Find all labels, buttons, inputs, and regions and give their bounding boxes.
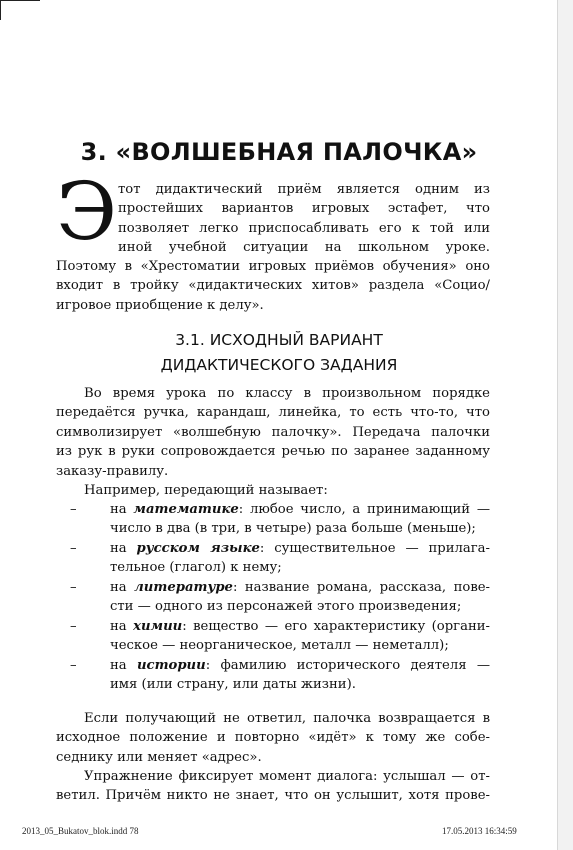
- print-slug-filename: 2013_05_Bukatov_blok.indd 78: [22, 826, 139, 836]
- intro-indented-lines: [118, 180, 490, 258]
- section-heading-line: 3.1. ИСХОДНЫЙ ВАРИАНТ: [175, 331, 383, 349]
- text-line: Если получающий не ответил, палочка возвращается в: [84, 711, 490, 726]
- text-line: Например, передающий называет:: [84, 483, 328, 498]
- section-heading: [0, 328, 558, 378]
- text-line: ветил. Причём никто не знает, что он услышит, хотя прове-: [56, 788, 490, 804]
- paragraph-2: [56, 481, 490, 500]
- text-line: простейших вариантов игровых эстафет, что: [118, 201, 490, 217]
- page-gutter: [557, 0, 573, 850]
- crop-mark: [0, 0, 40, 1]
- chapter-title: 3. «ВОЛШЕБНАЯ ПАЛОЧКА»: [80, 138, 478, 166]
- text-line: Поэтому в «Хрестоматии игровых приёмов обучения» оно: [56, 259, 490, 274]
- text-line: сти — одного из персонажей этого произведения;: [110, 599, 462, 615]
- text-line: число в два (в три, в четыре) раза больше (меньше);: [110, 521, 476, 537]
- text-line: символизирует «волшебную палочку». Передача палочки: [56, 424, 490, 440]
- text-line: тот дидактический приём является одним из: [118, 182, 490, 197]
- crop-mark: [0, 0, 1, 20]
- text-line: позволяет легко приспосабливать его к той или: [118, 220, 490, 236]
- list-item: – на русском языке: существительное — прилага- тельное (глагол) к нему;: [110, 539, 490, 578]
- text-line: седнику или меняет «адрес».: [56, 749, 262, 765]
- text-line: передаётся ручка, карандаш, линейка, то есть что-то, что: [56, 405, 490, 421]
- text-line: тельное (глагол) к нему;: [110, 560, 282, 576]
- text-line: исходное положение и повторно «идёт» к тому же собе-: [56, 730, 490, 746]
- list-item: – на литературе: название романа, рассказа, пове- сти — одного из персонажей этого произведения;: [110, 578, 490, 617]
- text-line: заказу-правилу.: [56, 463, 169, 479]
- text-line: имя (или страну, или даты жизни).: [110, 677, 356, 693]
- paragraph-1: [56, 384, 490, 481]
- intro-paragraph: [56, 257, 490, 315]
- drop-cap: Э: [56, 165, 118, 258]
- print-slug-timestamp: 17.05.2013 16:34:59: [442, 826, 517, 836]
- text-line: входит в тройку «дидактических хитов» раздела «Социо/: [56, 278, 490, 294]
- list-item: – на математике: любое число, а принимающий — число в два (в три, в четыре) раза больше (меньше);: [110, 500, 490, 539]
- list-item: – на химии: вещество — его характеристику (органи- ческое — неорганическое, металл — неметалл);: [110, 617, 490, 656]
- text-line: Упражнение фиксирует момент диалога: услышал — от-: [84, 769, 490, 784]
- text-line: ческое — неорганическое, металл — неметалл);: [110, 638, 449, 654]
- paragraph-3: [56, 709, 490, 767]
- text-line: иной учебной ситуации на школьном уроке.: [118, 240, 490, 256]
- text-line: игровое приобщение к делу».: [56, 297, 264, 313]
- paragraph-4: [56, 767, 490, 806]
- section-heading-line: ДИДАКТИЧЕСКОГО ЗАДАНИЯ: [160, 356, 398, 374]
- text-line: Во время урока по классу в произвольном порядке: [84, 386, 490, 401]
- text-line: из рук в руки сопровождается речью по заранее заданному: [56, 444, 490, 460]
- list-item: – на истории: фамилию исторического деятеля — имя (или страну, или даты жизни).: [110, 656, 490, 695]
